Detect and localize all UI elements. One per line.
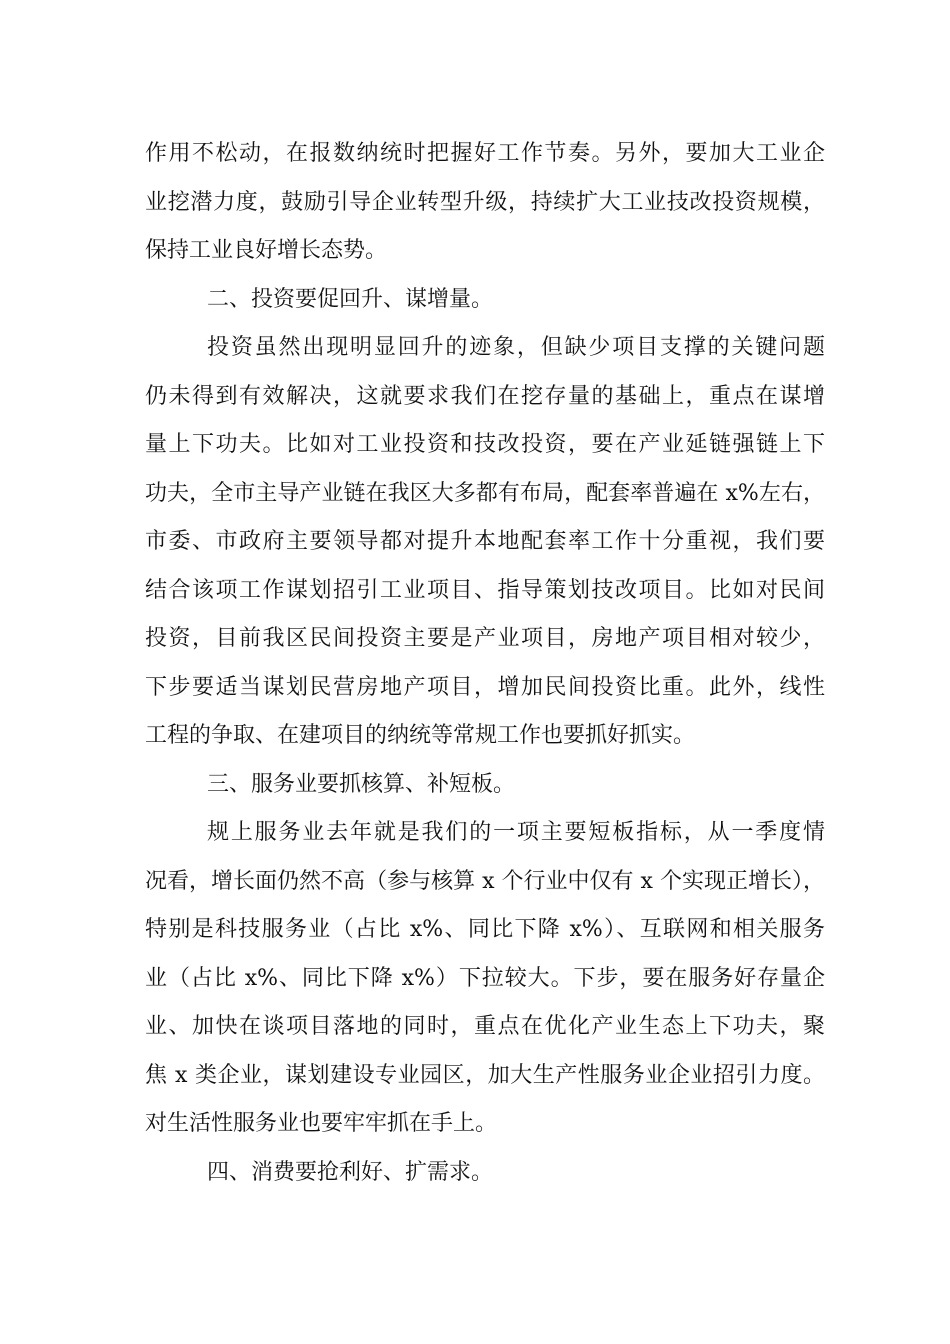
section-heading: 三、服务业要抓核算、补短板。: [207, 771, 516, 797]
text-line: 特别是科技服务业（占比 x%、同比下降 x%）、互联网和相关服务: [145, 917, 825, 942]
document-body: [145, 130, 825, 1197]
text-line: 下步要适当谋划民营房地产项目，增加民间投资比重。此外，线性: [145, 674, 825, 700]
text-line: 业挖潜力度，鼓励引导企业转型升级，持续扩大工业技改投资规模，: [145, 189, 825, 215]
text-line: 投资虽然出现明显回升的迹象，但缺少项目支撑的关键问题: [207, 335, 825, 360]
text-line: 业、加快在谈项目落地的同时，重点在优化产业生态上下功夫，聚: [145, 1014, 825, 1039]
text-line: 规上服务业去年就是我们的一项主要短板指标，从一季度情: [207, 820, 825, 845]
text-line: 投资，目前我区民间投资主要是产业项目，房地产项目相对较少，: [145, 626, 825, 651]
section-heading: 四、消费要抢利好、扩需求。: [207, 1159, 494, 1185]
text-line: 市委、市政府主要领导都对提升本地配套率工作十分重视，我们要: [145, 529, 825, 554]
text-line: 焦 x 类企业，谋划建设专业园区，加大生产性服务业企业招引力度。: [145, 1062, 825, 1088]
text-line: 量上下功夫。比如对工业投资和技改投资，要在产业延链强链上下: [145, 432, 825, 457]
text-line: 况看，增长面仍然不高（参与核算 x 个行业中仅有 x 个实现正增长），: [145, 868, 825, 894]
text-line: 功夫，全市主导产业链在我区大多都有布局，配套率普遍在 x%左右，: [145, 480, 825, 506]
text-line: 对生活性服务业也要牢牢抓在手上。: [145, 1111, 498, 1136]
text-line: 保持工业良好增长态势。: [145, 238, 388, 263]
section-heading: 二、投资要促回升、谋增量。: [207, 286, 494, 312]
text-line: 仍未得到有效解决，这就要求我们在挖存量的基础上，重点在谋增: [145, 383, 825, 409]
text-line: 业（占比 x%、同比下降 x%）下拉较大。下步，要在服务好存量企: [145, 965, 825, 991]
text-line: 工程的争取、在建项目的纳统等常规工作也要抓好抓实。: [145, 723, 696, 748]
text-line: 作用不松动，在报数纳统时把握好工作节奏。另外，要加大工业企: [145, 141, 825, 166]
text-line: 结合该项工作谋划招引工业项目、指导策划技改项目。比如对民间: [145, 577, 825, 603]
